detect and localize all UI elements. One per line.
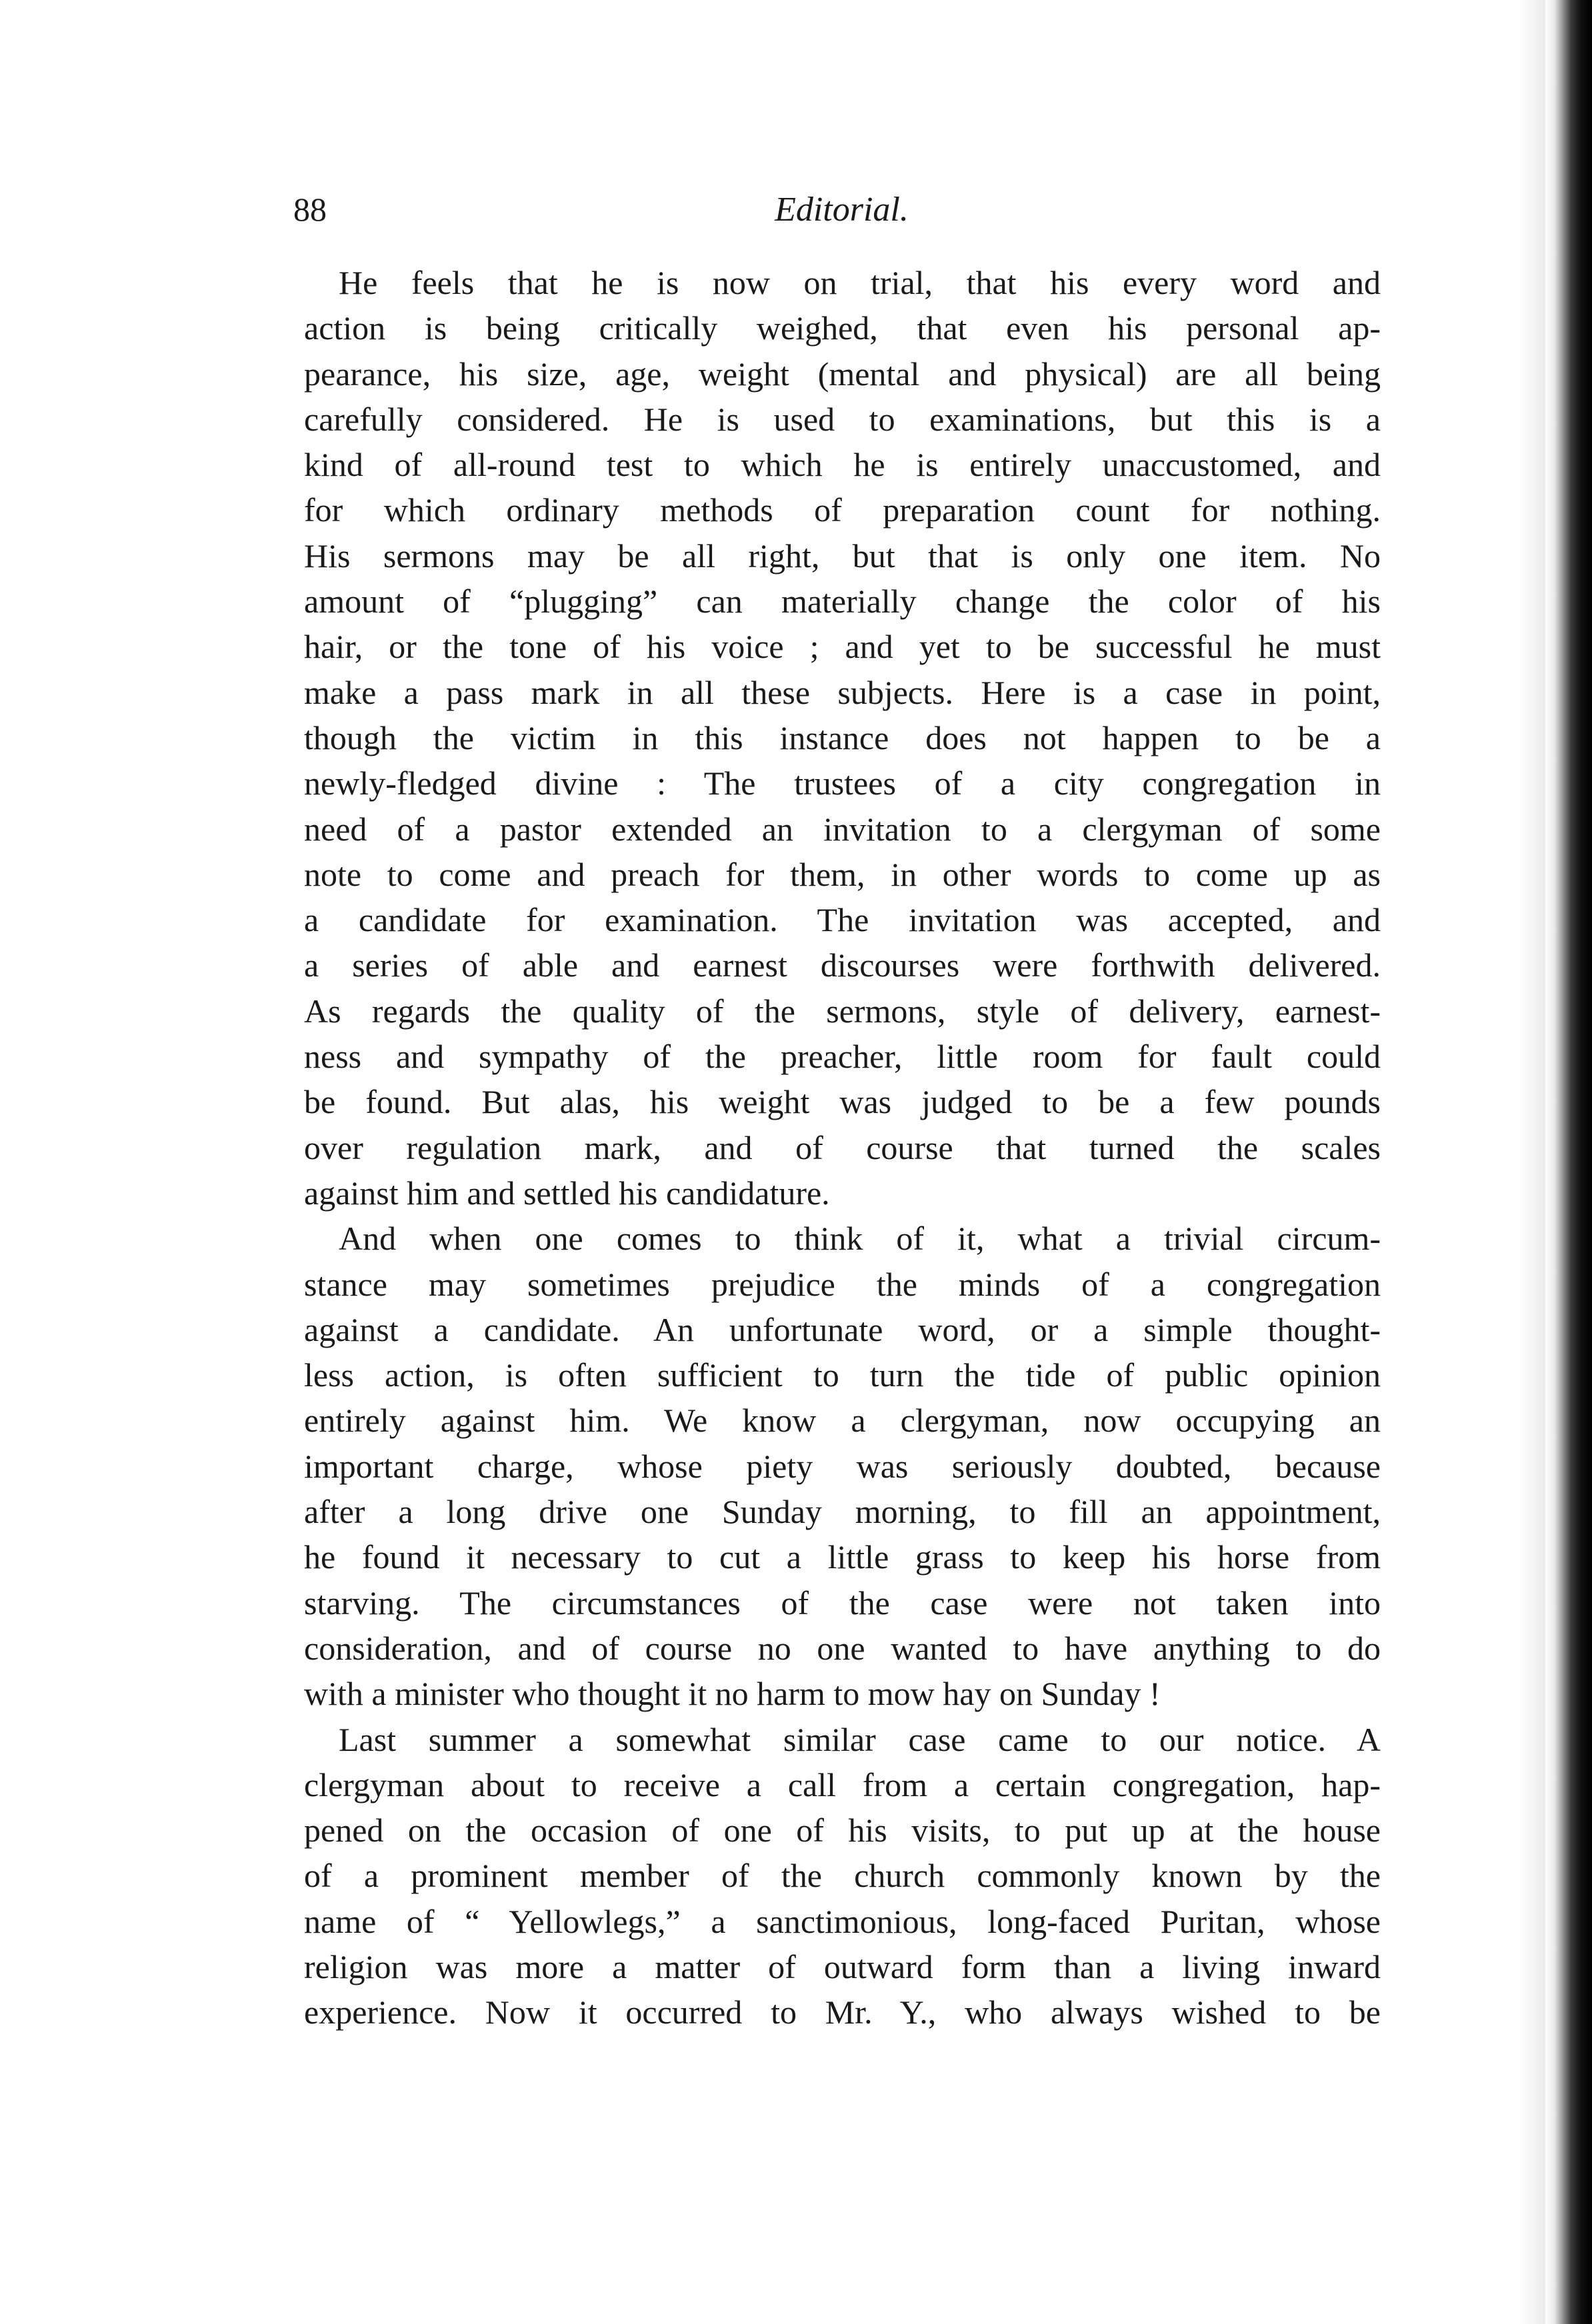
text-line: of a prominent member of the church commonly known by the xyxy=(304,1857,1381,1895)
text-line: He feels that he is now on trial, that his every word and xyxy=(339,264,1381,301)
binding-edge xyxy=(1545,0,1592,2324)
text-line: with a minister who thought it no harm to mow hay on Sunday ! xyxy=(304,1675,1161,1713)
text-line: hair, or the tone of his voice ; and yet to be successful he must xyxy=(304,628,1381,666)
text-line: make a pass mark in all these subjects. Here is a case in point, xyxy=(304,673,1381,711)
text-line: less action, is often sufficient to turn the tide of public opinion xyxy=(304,1356,1381,1394)
text-line: entirely against him. We know a clergyman, now occupying an xyxy=(304,1402,1381,1440)
text-line: though the victim in this instance does not happen to be a xyxy=(304,718,1381,756)
text-line: action is being critically weighed, that even his personal ap- xyxy=(304,309,1381,347)
body-text xyxy=(304,260,1381,2035)
text-line: pearance, his size, age, weight (mental and physical) are all being xyxy=(304,355,1381,393)
text-line: clergyman about to receive a call from a certain congregation, hap- xyxy=(304,1765,1381,1803)
text-line: amount of “plugging” can materially change the color of his xyxy=(304,582,1381,620)
text-line: And when one comes to think of it, what a trivial circum- xyxy=(339,1220,1381,1258)
text-line: need of a pastor extended an invitation to a clergyman of some xyxy=(304,810,1381,848)
binding-shadow xyxy=(1519,0,1545,2324)
text-line: important charge, whose piety was seriously doubted, because xyxy=(304,1447,1381,1485)
text-line: Last summer a somewhat similar case came to our notice. A xyxy=(339,1720,1381,1758)
text-line: ness and sympathy of the preacher, little room for fault could xyxy=(304,1038,1381,1076)
text-line: As regards the quality of the sermons, style of delivery, earnest- xyxy=(304,992,1381,1030)
text-line: newly-fledged divine : The trustees of a city congregation in xyxy=(304,764,1381,802)
text-line: against him and settled his candidature. xyxy=(304,1174,830,1212)
text-line: note to come and preach for them, in other words to come up as xyxy=(304,855,1381,893)
text-line: religion was more a matter of outward form than a living inward xyxy=(304,1947,1381,1985)
text-line: a candidate for examination. The invitation was accepted, and xyxy=(304,901,1381,939)
text-line: he found it necessary to cut a little grass to keep his horse from xyxy=(304,1538,1381,1576)
page-number: 88 xyxy=(293,191,327,228)
text-line: starving. The circumstances of the case were not taken into xyxy=(304,1584,1381,1622)
text-line: pened on the occasion of one of his visits, to put up at the house xyxy=(304,1811,1381,1849)
text-line: name of “ Yellowlegs,” a sanctimonious, long-faced Puritan, whose xyxy=(304,1902,1381,1940)
text-line: stance may sometimes prejudice the minds of a congregation xyxy=(304,1265,1381,1303)
text-line: for which ordinary methods of preparation count for nothing. xyxy=(304,491,1381,529)
text-line: a series of able and earnest discourses were forthwith delivered. xyxy=(304,946,1381,984)
text-line: His sermons may be all right, but that is only one item. No xyxy=(304,537,1381,575)
text-line: be found. But alas, his weight was judged to be a few pounds xyxy=(304,1083,1381,1121)
running-head: Editorial. xyxy=(775,191,909,229)
text-line: over regulation mark, and of course that turned the scales xyxy=(304,1128,1381,1166)
page-header xyxy=(293,190,1390,243)
text-line: kind of all-round test to which he is entirely unaccustomed, and xyxy=(304,446,1381,484)
text-line: experience. Now it occurred to Mr. Y., who always wished to be xyxy=(304,1993,1381,2031)
text-line: consideration, and of course no one wanted to have anything to do xyxy=(304,1629,1381,1667)
text-line: against a candidate. An unfortunate word, or a simple thought- xyxy=(304,1310,1381,1348)
text-line: carefully considered. He is used to examinations, but this is a xyxy=(304,400,1381,438)
text-line: after a long drive one Sunday morning, to fill an appointment, xyxy=(304,1493,1381,1531)
